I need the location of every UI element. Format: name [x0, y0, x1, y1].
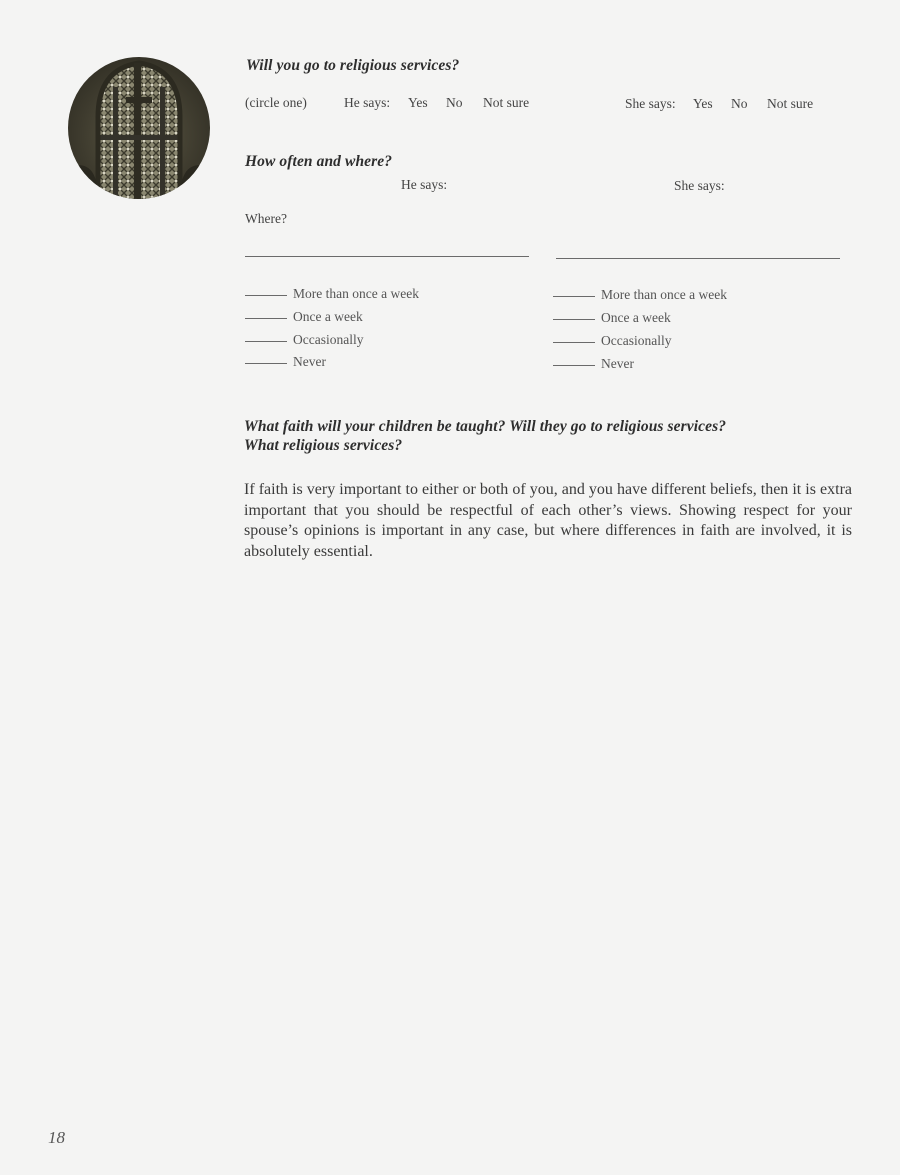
option-label: Never — [601, 356, 634, 371]
he-frequency-item[interactable] — [245, 354, 326, 370]
question-heading-frequency: How often and where? — [245, 153, 393, 170]
she-frequency-item[interactable] — [553, 310, 671, 326]
option-label: Occasionally — [601, 333, 672, 348]
he-option-yes[interactable]: Yes — [408, 95, 428, 110]
she-says-label-2: She says: — [674, 178, 725, 193]
answer-blank[interactable] — [245, 318, 287, 319]
she-frequency-item[interactable] — [553, 356, 634, 372]
he-option-no[interactable]: No — [446, 95, 463, 110]
where-label: Where? — [245, 211, 287, 226]
he-says-label-2: He says: — [401, 177, 448, 192]
page-number: 18 — [48, 1128, 65, 1147]
option-label: Once a week — [293, 309, 363, 324]
she-where-answer-line[interactable] — [556, 258, 840, 259]
he-option-not-sure[interactable]: Not sure — [483, 95, 530, 110]
stained-glass-window-icon — [68, 57, 210, 199]
he-where-answer-line[interactable] — [245, 256, 529, 257]
answer-blank[interactable] — [245, 341, 287, 342]
circle-one-instruction: (circle one) — [245, 95, 307, 110]
question-heading-services: Will you go to religious services? — [246, 57, 460, 74]
option-label: More than once a week — [293, 286, 419, 301]
body-paragraph: If faith is very important to either or both of you, and you have different beliefs, then it is extra important that you should be respectful of each other’s views. Showing respect for your spouse’s opinions is important in any case, but where differences in faith are involved, it is absolutely essential. — [244, 481, 852, 560]
question-heading-children-2: What religious services? — [244, 437, 403, 454]
answer-blank[interactable] — [553, 296, 595, 297]
she-frequency-item[interactable] — [553, 333, 671, 349]
he-says-label: He says: — [344, 95, 391, 110]
option-label: Once a week — [601, 310, 671, 325]
option-label: More than once a week — [601, 287, 727, 302]
answer-blank[interactable] — [553, 319, 595, 320]
answer-blank[interactable] — [553, 342, 595, 343]
option-label: Never — [293, 354, 326, 369]
option-label: Occasionally — [293, 332, 364, 347]
she-option-not-sure[interactable]: Not sure — [767, 96, 814, 111]
question-heading-children: What faith will your children be taught? Will they go to religious services? — [244, 418, 727, 435]
she-says-label: She says: — [625, 96, 676, 111]
she-option-no[interactable]: No — [731, 96, 748, 111]
answer-blank[interactable] — [245, 363, 287, 364]
she-frequency-item[interactable] — [553, 287, 727, 303]
answer-blank[interactable] — [245, 295, 287, 296]
he-frequency-item[interactable] — [245, 332, 363, 348]
he-frequency-item[interactable] — [245, 286, 419, 302]
he-frequency-item[interactable] — [245, 309, 363, 325]
she-option-yes[interactable]: Yes — [693, 96, 713, 111]
answer-blank[interactable] — [553, 365, 595, 366]
